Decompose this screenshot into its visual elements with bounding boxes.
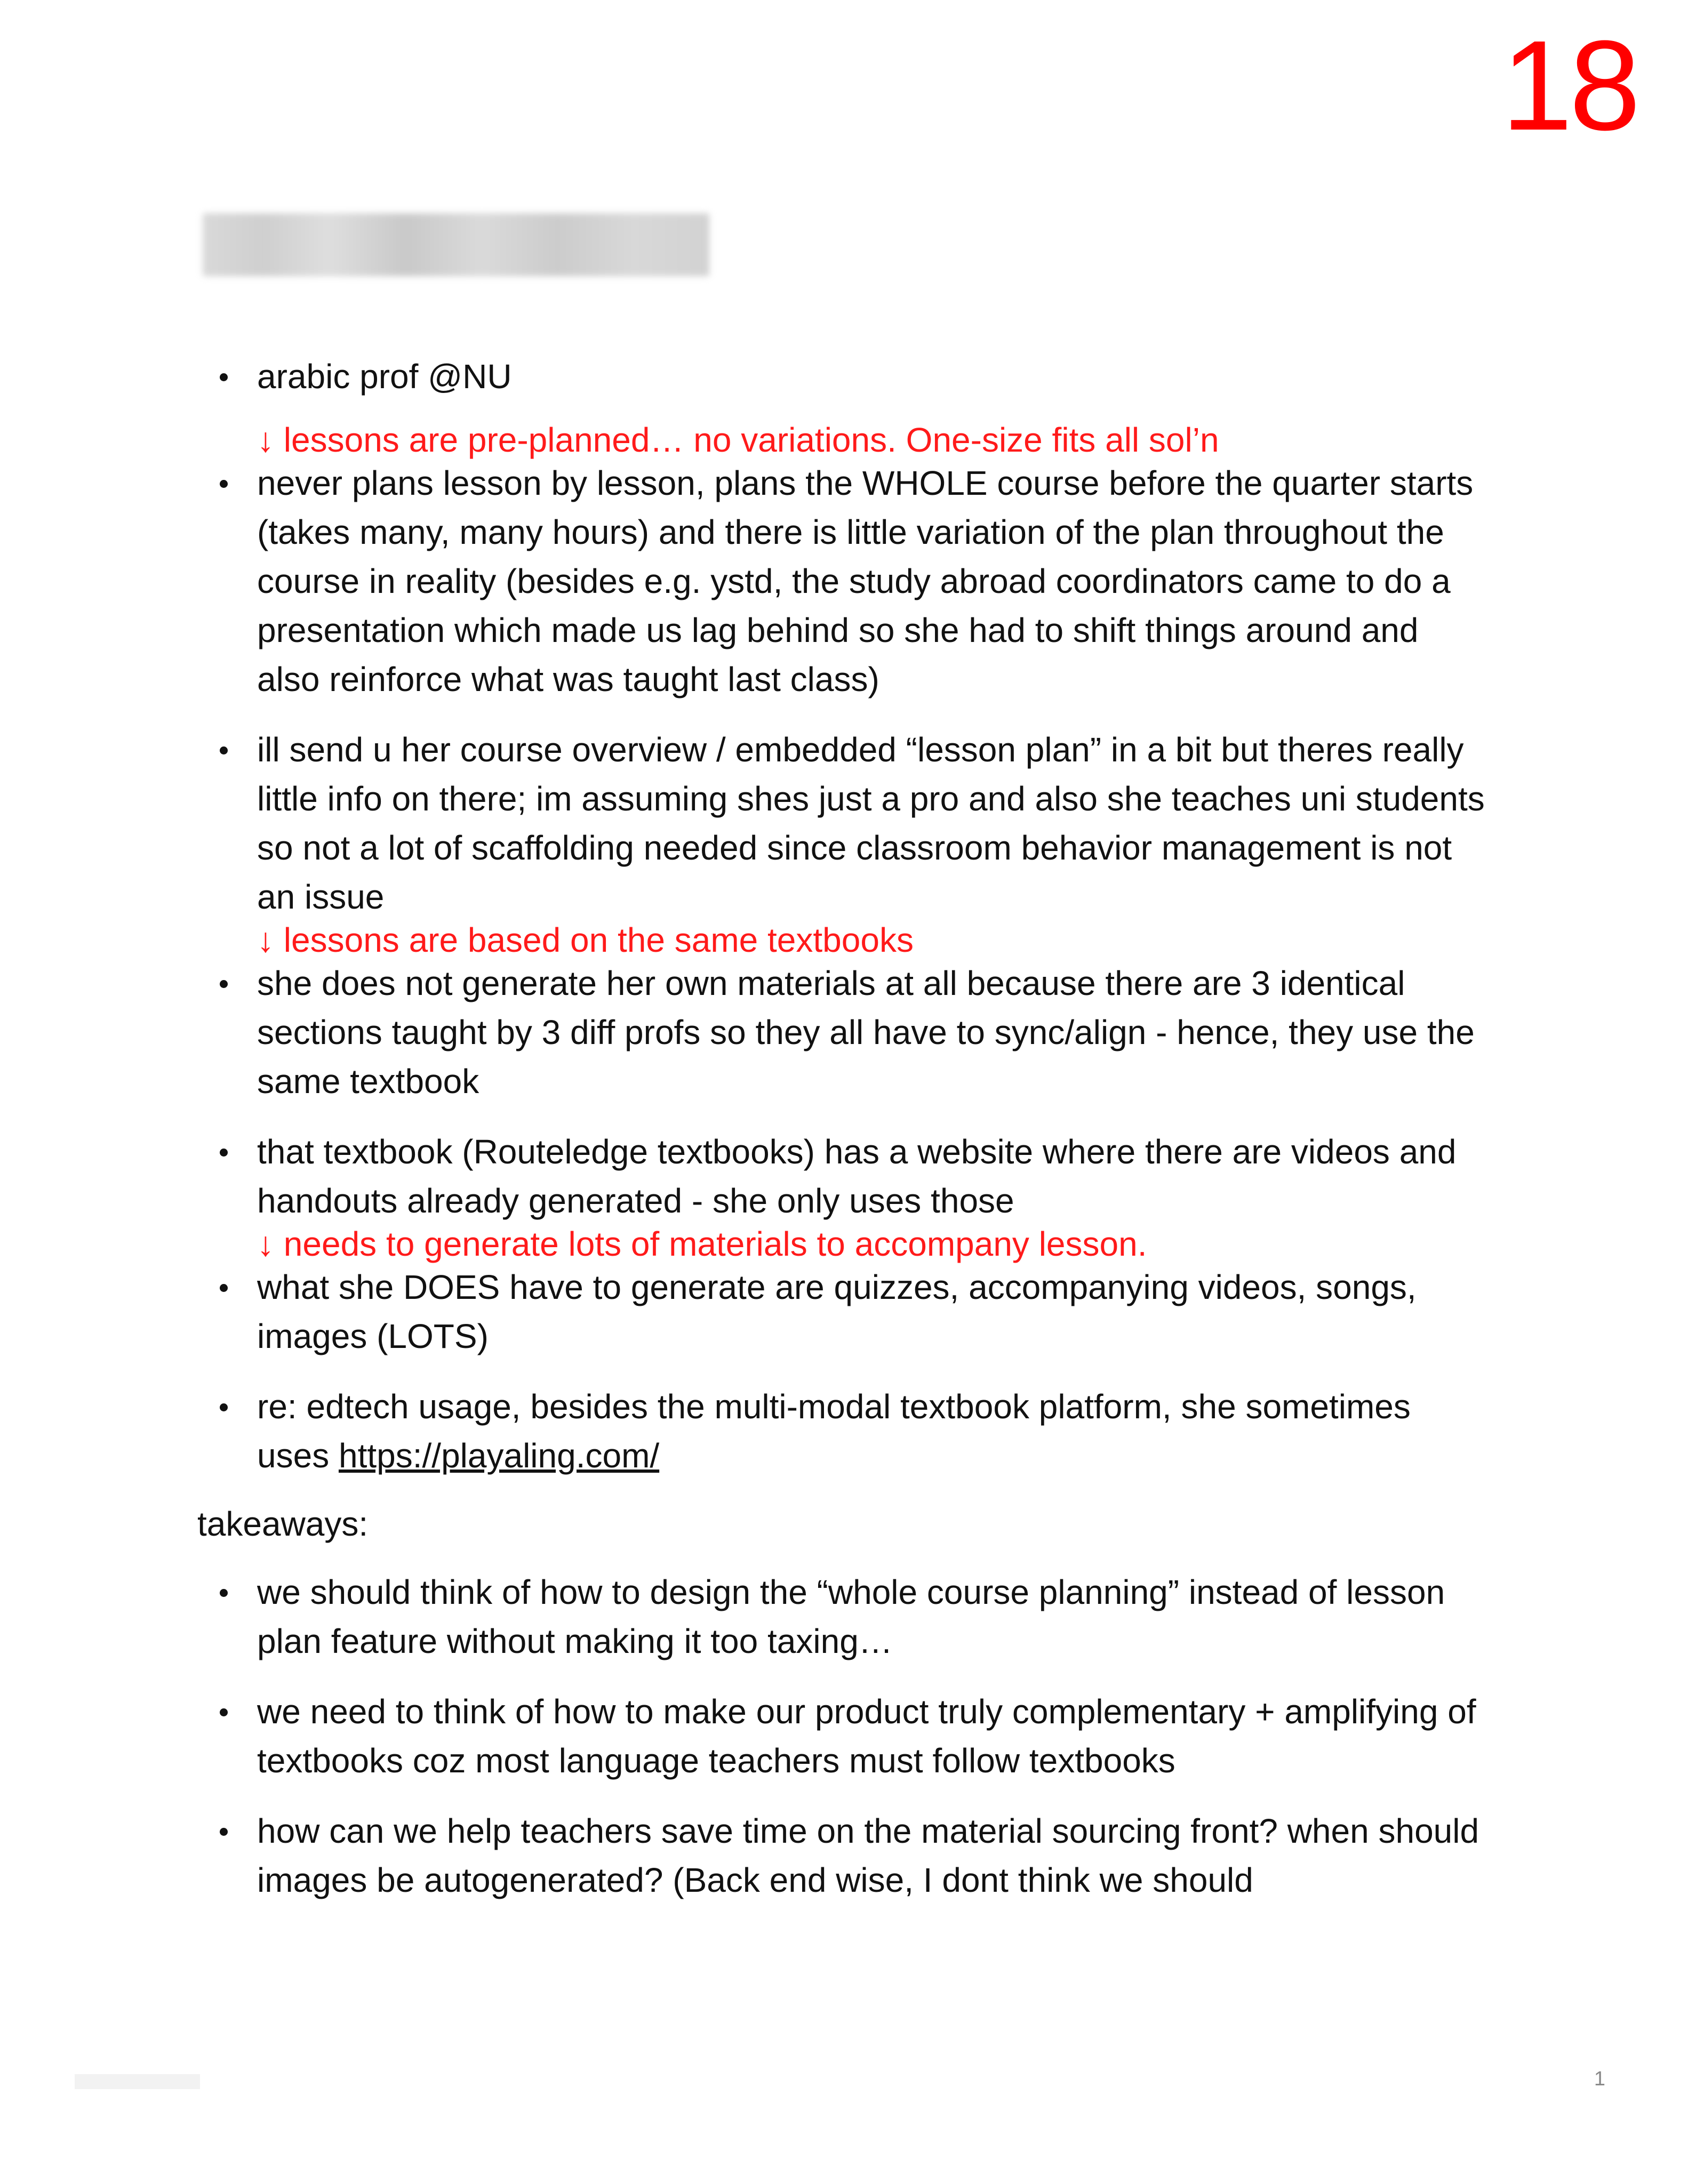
corner-page-number: 18 bbox=[1501, 14, 1637, 157]
annotation-textbooks: ↓ lessons are based on the same textbooks bbox=[257, 921, 914, 959]
takeaways-label: takeaways: bbox=[197, 1505, 369, 1543]
annotation-preplanned: ↓ lessons are pre-planned… no variations. One-size fits all sol’n bbox=[257, 421, 1219, 459]
notes-list bbox=[197, 352, 1488, 1480]
document-body bbox=[197, 352, 1488, 1905]
list-item bbox=[197, 1382, 1488, 1480]
list-item: what she DOES have to generate are quizzes, accompanying videos, songs, images (LOTS) bbox=[197, 1263, 1488, 1361]
footer-redacted-label bbox=[75, 2074, 200, 2089]
takeaways-list bbox=[197, 1568, 1488, 1905]
list-item: how can we help teachers save time on the material sourcing front? when should images be autogenerated? (Back end wise, I dont think we should bbox=[197, 1806, 1488, 1905]
edtech-text: re: edtech usage, besides the multi-modal textbook platform, she sometimes uses bbox=[257, 1387, 1411, 1475]
list-item: she does not generate her own materials at all because there are 3 identical sections taught by 3 diff profs so they all have to sync/align - hence, they use the same textbook bbox=[197, 959, 1488, 1106]
annotation-materials: ↓ needs to generate lots of materials to accompany lesson. bbox=[257, 1225, 1147, 1263]
footer-page-number: 1 bbox=[1594, 2068, 1605, 2090]
list-item: we should think of how to design the “whole course planning” instead of lesson plan feature without making it too taxing… bbox=[197, 1568, 1488, 1666]
list-item: that textbook (Routeledge textbooks) has a website where there are videos and handouts already generated - she only uses those bbox=[197, 1127, 1488, 1225]
list-item: never plans lesson by lesson, plans the WHOLE course before the quarter starts (takes many, many hours) and there is little variation of the plan throughout the course in reality (besides e.g. ystd, the study abroad coordinators came to do a presentation which made us lag behind so she had to shift things around and also reinforce what was taught last class) bbox=[197, 459, 1488, 704]
list-item: arabic prof @NU bbox=[197, 352, 1488, 401]
list-item: ill send u her course overview / embedded “lesson plan” in a bit but theres really little info on there; im assuming shes just a pro and also she teaches uni students so not a lot of scaffolding needed since classroom behavior management is not an issue bbox=[197, 725, 1488, 921]
redacted-name-heading bbox=[203, 213, 709, 276]
list-item: we need to think of how to make our product truly complementary + amplifying of textbooks coz most language teachers must follow textbooks bbox=[197, 1687, 1488, 1785]
playaling-link[interactable]: https://playaling.com/ bbox=[338, 1436, 660, 1475]
